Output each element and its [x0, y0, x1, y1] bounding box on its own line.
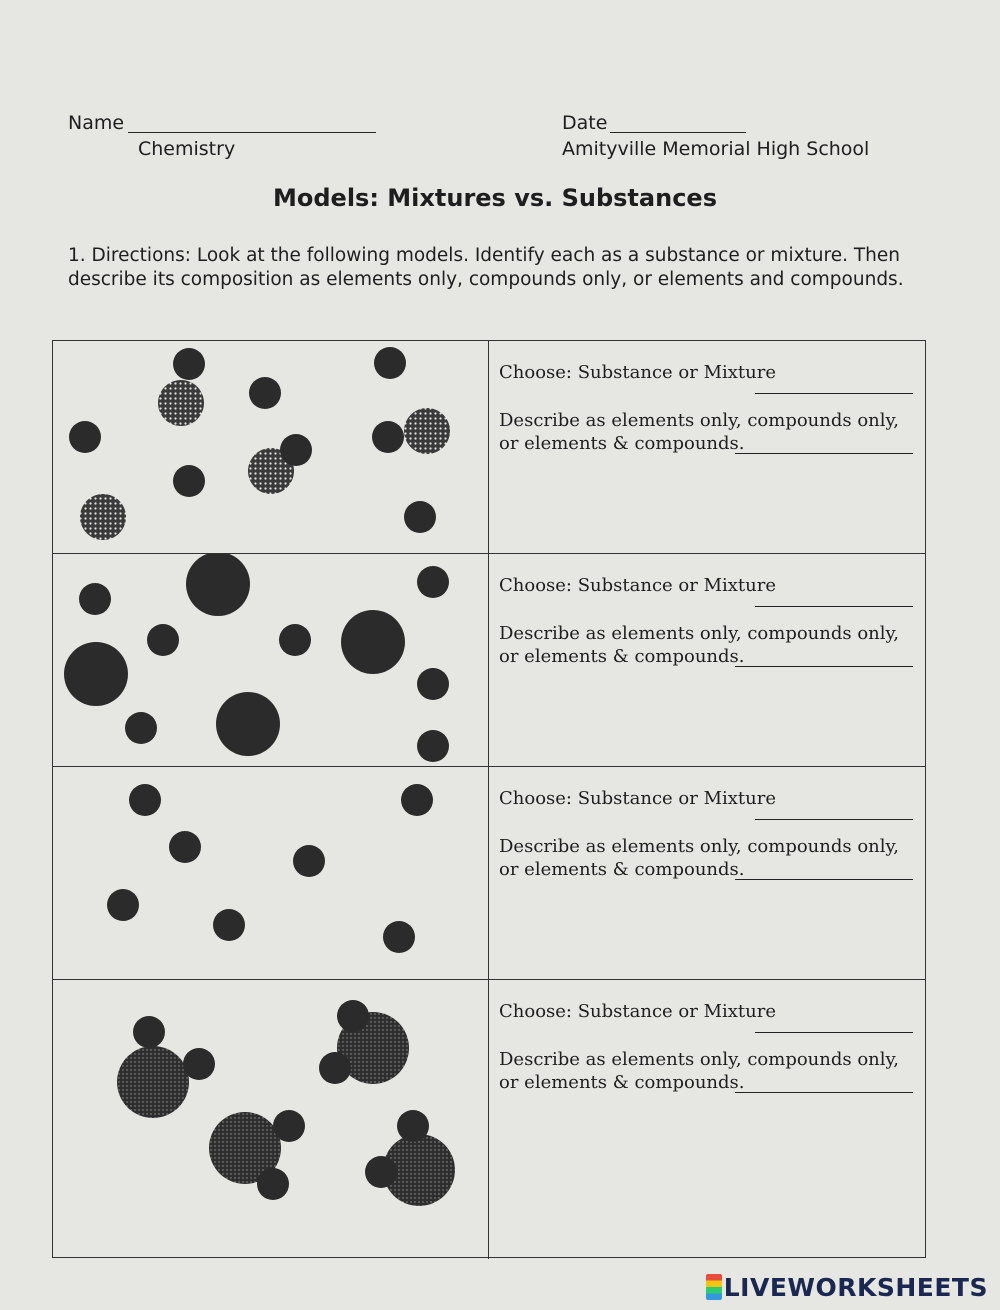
choose-prompt-1: Choose: Substance or Mixture [499, 362, 776, 383]
particle-model-3 [53, 767, 489, 980]
model-diagram-4 [53, 980, 489, 1259]
choose-answer-blank-3[interactable] [755, 819, 913, 820]
choose-answer-blank-2[interactable] [755, 606, 913, 607]
model-row-2 [53, 553, 925, 766]
liveworksheets-logo [706, 1273, 988, 1302]
page-title: Models: Mixtures vs. Substances [273, 184, 717, 212]
particle-model-4 [53, 980, 489, 1260]
name-label: Name [68, 112, 125, 134]
choose-prompt-3: Choose: Substance or Mixture [499, 788, 776, 809]
directions-text: 1. Directions: Look at the following models. Identify each as a substance or mixture. Then describe its composition as elements only, compounds only, or elements and compounds. [68, 245, 904, 290]
particle-model-1 [53, 341, 489, 553]
choose-answer-blank-4[interactable] [755, 1032, 913, 1033]
answer-cell-3 [489, 767, 925, 979]
choose-prompt-4: Choose: Substance or Mixture [499, 1001, 776, 1022]
liveworksheets-logo-icon [706, 1274, 722, 1300]
describe-answer-blank-3[interactable] [735, 879, 913, 880]
describe-prompt-2: Describe as elements only, compounds only, or elements & compounds. [499, 623, 900, 667]
describe-prompt-3: Describe as elements only, compounds only, or elements & compounds. [499, 836, 900, 880]
name-input-line[interactable] [128, 132, 376, 133]
brand-text: LIVEWORKSHEETS [723, 1273, 988, 1302]
answer-cell-2 [489, 554, 925, 766]
choose-prompt-2: Choose: Substance or Mixture [499, 575, 776, 596]
school-label: Amityville Memorial High School [562, 138, 870, 160]
describe-prompt-1: Describe as elements only, compounds only, or elements & compounds. [499, 410, 900, 454]
describe-answer-blank-2[interactable] [735, 666, 913, 667]
answer-cell-4 [489, 980, 925, 1259]
date-label: Date [562, 112, 608, 134]
model-row-4 [53, 979, 925, 1259]
model-diagram-2 [53, 554, 489, 766]
model-row-1 [53, 341, 925, 553]
describe-answer-blank-1[interactable] [735, 453, 913, 454]
course-label: Chemistry [138, 138, 236, 160]
model-diagram-3 [53, 767, 489, 979]
choose-answer-blank-1[interactable] [755, 393, 913, 394]
describe-answer-blank-4[interactable] [735, 1092, 913, 1093]
answer-cell-1 [489, 341, 925, 553]
date-input-line[interactable] [610, 132, 746, 133]
model-row-3 [53, 766, 925, 979]
describe-prompt-4: Describe as elements only, compounds only, or elements & compounds. [499, 1049, 900, 1093]
worksheet-table [52, 340, 926, 1258]
model-diagram-1 [53, 341, 489, 553]
particle-model-2 [53, 554, 489, 767]
